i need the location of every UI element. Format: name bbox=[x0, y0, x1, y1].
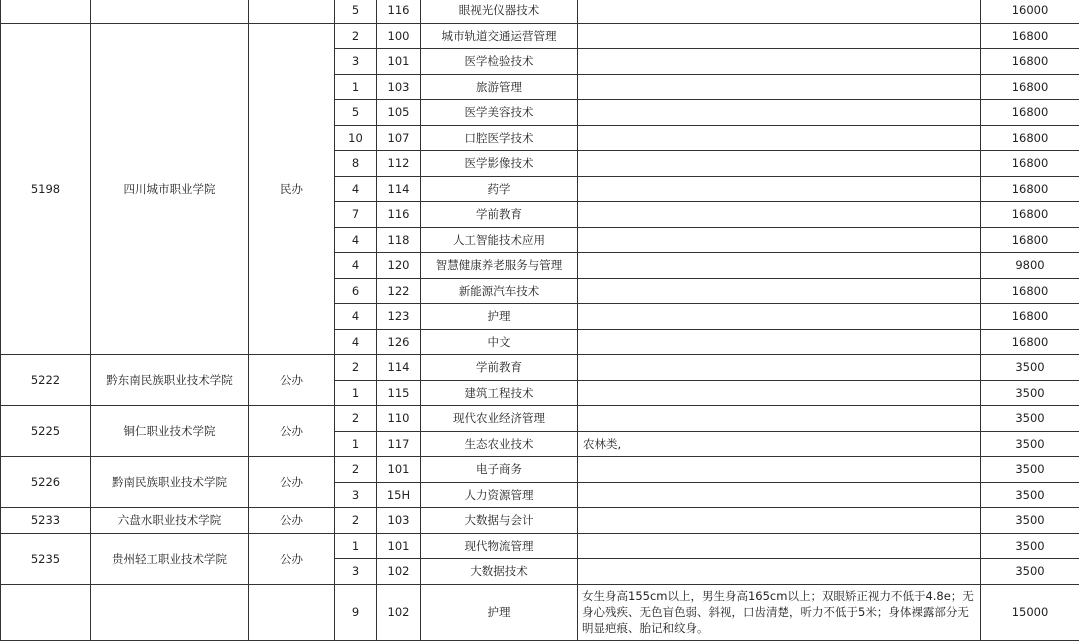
major-name-cell: 学前教育 bbox=[421, 202, 578, 228]
plan-count-cell: 1 bbox=[335, 74, 377, 100]
school-code-cell: 5225 bbox=[1, 406, 91, 457]
major-name-cell: 大数据技术 bbox=[421, 559, 578, 585]
plan-count-cell: 7 bbox=[335, 202, 377, 228]
remarks-cell bbox=[578, 278, 981, 304]
plan-count-cell: 10 bbox=[335, 125, 377, 151]
tuition-cell: 9800 bbox=[981, 253, 1079, 279]
table-row bbox=[1, 355, 1079, 381]
remarks-cell bbox=[578, 457, 981, 483]
remarks-cell bbox=[578, 559, 981, 585]
major-name-cell: 人工智能技术应用 bbox=[421, 227, 578, 253]
school-code-cell bbox=[1, 584, 91, 640]
major-name-cell: 生态农业技术 bbox=[421, 431, 578, 457]
remarks-cell bbox=[578, 253, 981, 279]
remarks-cell bbox=[578, 49, 981, 75]
tuition-cell: 16800 bbox=[981, 304, 1079, 330]
major-code-cell: 114 bbox=[377, 355, 421, 381]
table-row bbox=[1, 23, 1079, 49]
table-row bbox=[1, 406, 1079, 432]
tuition-cell: 3500 bbox=[981, 559, 1079, 585]
tuition-cell: 16800 bbox=[981, 100, 1079, 126]
tuition-cell: 3500 bbox=[981, 380, 1079, 406]
major-code-cell: 105 bbox=[377, 100, 421, 126]
remarks-cell: 农林类, bbox=[578, 431, 981, 457]
major-name-cell: 护理 bbox=[421, 584, 578, 640]
tuition-cell: 3500 bbox=[981, 533, 1079, 559]
school-type-cell bbox=[249, 584, 335, 640]
major-name-cell: 口腔医学技术 bbox=[421, 125, 578, 151]
remarks-cell bbox=[578, 202, 981, 228]
school-type-cell: 公办 bbox=[249, 355, 335, 406]
tuition-cell: 16800 bbox=[981, 227, 1079, 253]
plan-count-cell: 8 bbox=[335, 151, 377, 177]
major-code-cell: 110 bbox=[377, 406, 421, 432]
major-code-cell: 102 bbox=[377, 559, 421, 585]
remarks-cell bbox=[578, 533, 981, 559]
plan-count-cell: 6 bbox=[335, 278, 377, 304]
major-name-cell: 医学美容技术 bbox=[421, 100, 578, 126]
major-name-cell: 人力资源管理 bbox=[421, 482, 578, 508]
school-code-cell: 5235 bbox=[1, 533, 91, 584]
table-row bbox=[1, 533, 1079, 559]
remarks-cell bbox=[578, 482, 981, 508]
plan-count-cell: 3 bbox=[335, 49, 377, 75]
major-name-cell: 大数据与会计 bbox=[421, 508, 578, 534]
major-code-cell: 102 bbox=[377, 584, 421, 640]
tuition-cell: 3500 bbox=[981, 431, 1079, 457]
plan-count-cell: 9 bbox=[335, 584, 377, 640]
plan-count-cell: 2 bbox=[335, 406, 377, 432]
school-code-cell: 5233 bbox=[1, 508, 91, 534]
plan-count-cell: 3 bbox=[335, 482, 377, 508]
school-type-cell bbox=[249, 0, 335, 23]
school-name-cell: 六盘水职业技术学院 bbox=[91, 508, 249, 534]
major-name-cell: 医学影像技术 bbox=[421, 151, 578, 177]
major-name-cell: 新能源汽车技术 bbox=[421, 278, 578, 304]
major-code-cell: 116 bbox=[377, 0, 421, 23]
remarks-cell bbox=[578, 125, 981, 151]
plan-count-cell: 1 bbox=[335, 431, 377, 457]
plan-count-cell: 3 bbox=[335, 559, 377, 585]
tuition-cell: 3500 bbox=[981, 482, 1079, 508]
remarks-cell bbox=[578, 329, 981, 355]
school-name-cell: 黔南民族职业技术学院 bbox=[91, 457, 249, 508]
table-row bbox=[1, 0, 1079, 23]
major-code-cell: 115 bbox=[377, 380, 421, 406]
tuition-cell: 3500 bbox=[981, 406, 1079, 432]
tuition-cell: 3500 bbox=[981, 457, 1079, 483]
major-code-cell: 103 bbox=[377, 74, 421, 100]
remarks-cell bbox=[578, 227, 981, 253]
tuition-cell: 16800 bbox=[981, 278, 1079, 304]
major-name-cell: 中文 bbox=[421, 329, 578, 355]
table-row bbox=[1, 457, 1079, 483]
school-type-cell: 民办 bbox=[249, 23, 335, 355]
school-name-cell bbox=[91, 0, 249, 23]
major-code-cell: 126 bbox=[377, 329, 421, 355]
tuition-cell: 16000 bbox=[981, 0, 1079, 23]
major-name-cell: 学前教育 bbox=[421, 355, 578, 381]
remarks-cell bbox=[578, 508, 981, 534]
table-body bbox=[1, 0, 1079, 640]
major-name-cell: 电子商务 bbox=[421, 457, 578, 483]
school-type-cell: 公办 bbox=[249, 457, 335, 508]
remarks-cell bbox=[578, 100, 981, 126]
plan-count-cell: 5 bbox=[335, 100, 377, 126]
remarks-cell bbox=[578, 406, 981, 432]
major-name-cell: 护理 bbox=[421, 304, 578, 330]
major-code-cell: 114 bbox=[377, 176, 421, 202]
tuition-cell: 16800 bbox=[981, 176, 1079, 202]
school-name-cell: 铜仁职业技术学院 bbox=[91, 406, 249, 457]
school-name-cell: 黔东南民族职业技术学院 bbox=[91, 355, 249, 406]
remarks-cell bbox=[578, 74, 981, 100]
school-type-cell: 公办 bbox=[249, 406, 335, 457]
tuition-cell: 3500 bbox=[981, 355, 1079, 381]
table-row bbox=[1, 584, 1079, 640]
major-name-cell: 现代农业经济管理 bbox=[421, 406, 578, 432]
major-name-cell: 眼视光仪器技术 bbox=[421, 0, 578, 23]
plan-count-cell: 4 bbox=[335, 176, 377, 202]
major-code-cell: 112 bbox=[377, 151, 421, 177]
major-code-cell: 103 bbox=[377, 508, 421, 534]
major-code-cell: 117 bbox=[377, 431, 421, 457]
remarks-cell bbox=[578, 176, 981, 202]
tuition-cell: 3500 bbox=[981, 508, 1079, 534]
plan-count-cell: 2 bbox=[335, 355, 377, 381]
major-code-cell: 123 bbox=[377, 304, 421, 330]
major-name-cell: 旅游管理 bbox=[421, 74, 578, 100]
major-code-cell: 107 bbox=[377, 125, 421, 151]
plan-count-cell: 2 bbox=[335, 457, 377, 483]
school-code-cell: 5222 bbox=[1, 355, 91, 406]
remarks-cell bbox=[578, 355, 981, 381]
plan-count-cell: 4 bbox=[335, 253, 377, 279]
tuition-cell: 16800 bbox=[981, 125, 1079, 151]
tuition-cell: 16800 bbox=[981, 329, 1079, 355]
major-code-cell: 118 bbox=[377, 227, 421, 253]
major-code-cell: 122 bbox=[377, 278, 421, 304]
plan-count-cell: 2 bbox=[335, 508, 377, 534]
major-name-cell: 智慧健康养老服务与管理 bbox=[421, 253, 578, 279]
major-name-cell: 现代物流管理 bbox=[421, 533, 578, 559]
remarks-cell bbox=[578, 151, 981, 177]
tuition-cell: 16800 bbox=[981, 202, 1079, 228]
table-row bbox=[1, 508, 1079, 534]
school-name-cell: 四川城市职业学院 bbox=[91, 23, 249, 355]
remarks-cell bbox=[578, 304, 981, 330]
major-code-cell: 101 bbox=[377, 49, 421, 75]
major-code-cell: 15H bbox=[377, 482, 421, 508]
school-code-cell: 5226 bbox=[1, 457, 91, 508]
tuition-cell: 16800 bbox=[981, 74, 1079, 100]
major-name-cell: 建筑工程技术 bbox=[421, 380, 578, 406]
tuition-cell: 15000 bbox=[981, 584, 1079, 640]
major-name-cell: 药学 bbox=[421, 176, 578, 202]
major-code-cell: 101 bbox=[377, 457, 421, 483]
plan-count-cell: 4 bbox=[335, 304, 377, 330]
tuition-cell: 16800 bbox=[981, 151, 1079, 177]
school-name-cell bbox=[91, 584, 249, 640]
major-name-cell: 医学检验技术 bbox=[421, 49, 578, 75]
plan-count-cell: 4 bbox=[335, 227, 377, 253]
remarks-cell: 女生身高155cm以上，男生身高165cm以上；双眼矫正视力不低于4.8e；无身心残疾、无色盲色弱、斜视，口齿清楚，听力不低于5米；身体裸露部分无明显疤痕、胎记和纹身。 bbox=[578, 584, 981, 640]
school-type-cell: 公办 bbox=[249, 508, 335, 534]
remarks-cell bbox=[578, 0, 981, 23]
remarks-cell bbox=[578, 23, 981, 49]
school-type-cell: 公办 bbox=[249, 533, 335, 584]
major-name-cell: 城市轨道交通运营管理 bbox=[421, 23, 578, 49]
plan-count-cell: 1 bbox=[335, 380, 377, 406]
major-code-cell: 120 bbox=[377, 253, 421, 279]
school-code-cell: 5198 bbox=[1, 23, 91, 355]
plan-count-cell: 1 bbox=[335, 533, 377, 559]
tuition-cell: 16800 bbox=[981, 23, 1079, 49]
plan-count-cell: 5 bbox=[335, 0, 377, 23]
plan-count-cell: 2 bbox=[335, 23, 377, 49]
major-code-cell: 101 bbox=[377, 533, 421, 559]
tuition-cell: 16800 bbox=[981, 49, 1079, 75]
major-code-cell: 100 bbox=[377, 23, 421, 49]
remarks-cell bbox=[578, 380, 981, 406]
plan-count-cell: 4 bbox=[335, 329, 377, 355]
school-code-cell bbox=[1, 0, 91, 23]
major-code-cell: 116 bbox=[377, 202, 421, 228]
school-name-cell: 贵州轻工职业技术学院 bbox=[91, 533, 249, 584]
